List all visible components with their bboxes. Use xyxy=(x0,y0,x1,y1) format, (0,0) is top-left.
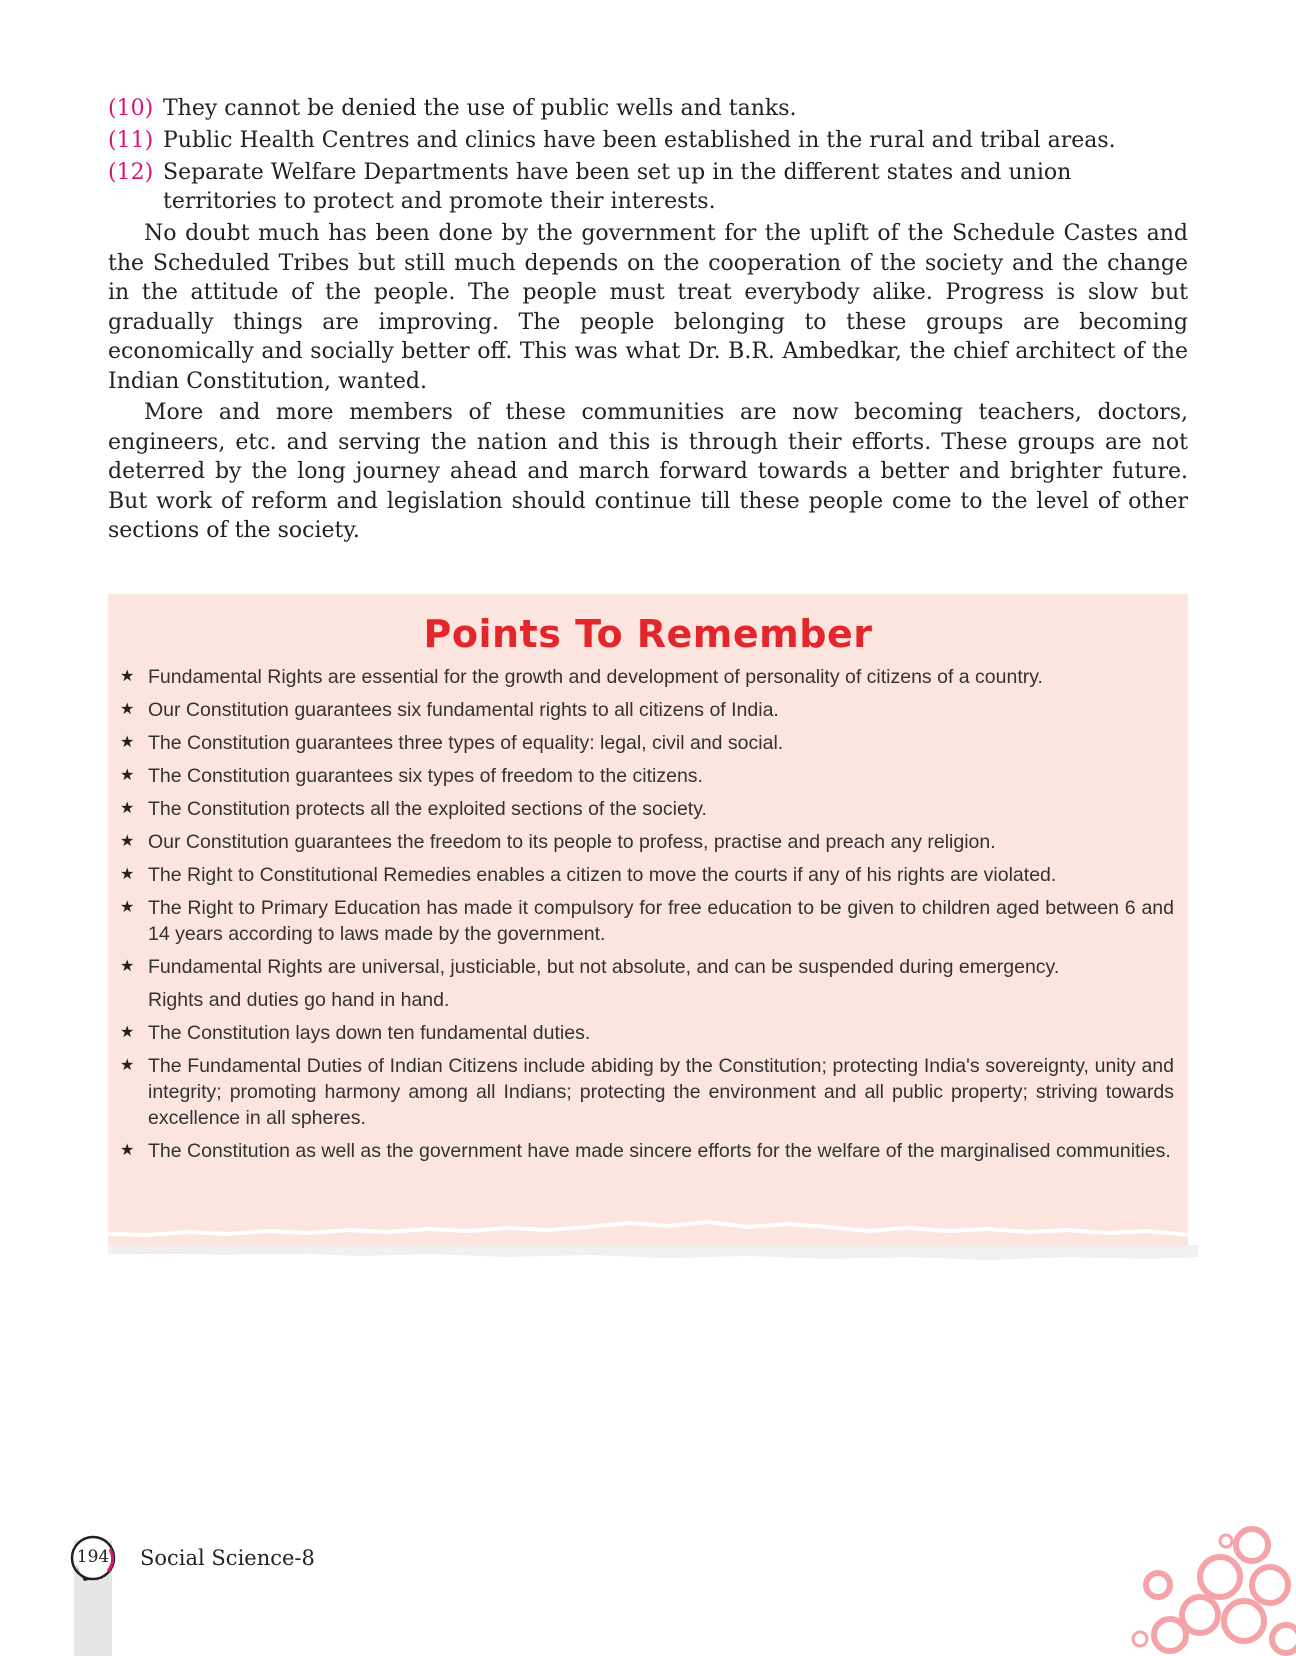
point-text: Fundamental Rights are essential for the growth and development of personality of citizens of a country. xyxy=(148,666,1043,688)
point-item xyxy=(120,763,1174,789)
body-paragraph: More and more members of these communities are now becoming teachers, doctors, engineers, etc. and serving the nation and this is through their efforts. These groups are not deterred by the long journey ahead and march forward towards a better and brighter future. But work of reform and legislation should continue till these people come to the level of other sections of the society. xyxy=(108,400,1188,543)
star-icon: ★ xyxy=(120,800,135,817)
point-item xyxy=(120,1053,1174,1131)
star-icon: ★ xyxy=(120,866,135,883)
item-number: (11) xyxy=(108,128,154,153)
points-to-remember-box xyxy=(108,594,1188,1254)
point-item xyxy=(120,730,1174,756)
star-icon: ★ xyxy=(120,1024,135,1041)
point-text: The Constitution as well as the government have made sincere efforts for the welfare of the marginalised communities. xyxy=(148,1140,1171,1162)
star-icon: ★ xyxy=(120,899,135,916)
list-item xyxy=(108,126,1188,155)
point-item xyxy=(120,796,1174,822)
book-title: Social Science-8 xyxy=(140,1546,315,1570)
page-number: 194 xyxy=(76,1547,110,1567)
point-item xyxy=(120,954,1174,980)
point-text: Fundamental Rights are universal, justiciable, but not absolute, and can be suspended during emergency. xyxy=(148,956,1060,978)
point-item xyxy=(120,862,1174,888)
torn-paper-edge xyxy=(108,1185,1198,1275)
star-icon: ★ xyxy=(120,833,135,850)
point-text: Our Constitution guarantees the freedom to its people to profess, practise and preach any religion. xyxy=(148,831,996,853)
item-text: Separate Welfare Departments have been set up in the different states and union territories to protect and promote their interests. xyxy=(163,160,1072,214)
star-icon: ★ xyxy=(120,958,135,975)
point-text: The Right to Constitutional Remedies enables a citizen to move the courts if any of his rights are violated. xyxy=(148,864,1057,886)
item-number: (10) xyxy=(108,96,154,121)
numbered-list xyxy=(108,94,1188,219)
list-item xyxy=(108,158,1188,216)
point-item xyxy=(120,1020,1174,1046)
point-item xyxy=(120,895,1174,947)
body-paragraph: No doubt much has been done by the government for the uplift of the Schedule Castes and the Scheduled Tribes but still much depends on the cooperation of the society and the change in the attitude of the people. The people must treat everybody alike. Progress is slow but gradually things are improving. The people belonging to these groups are becoming economically and socially better off. This was what Dr. B.R. Ambedkar, the chief architect of the Indian Constitution, wanted. xyxy=(108,221,1188,394)
point-text: The Fundamental Duties of Indian Citizens include abiding by the Constitution; protecting India's sovereignty, unity and integrity; promoting harmony among all Indians; protecting the environment and all public property; striving towards excellence in all spheres. xyxy=(148,1055,1174,1129)
point-text: Rights and duties go hand in hand. xyxy=(148,989,450,1011)
item-text: They cannot be denied the use of public wells and tanks. xyxy=(163,96,797,121)
star-icon: ★ xyxy=(120,734,135,751)
decorative-circles xyxy=(1120,1515,1296,1656)
point-text: The Constitution guarantees three types of equality: legal, civil and social. xyxy=(148,732,784,754)
point-item xyxy=(120,697,1174,723)
star-icon: ★ xyxy=(120,1057,135,1074)
point-item xyxy=(120,664,1174,690)
point-item-unbulleted xyxy=(120,987,1174,1013)
point-item xyxy=(120,1138,1174,1164)
star-icon: ★ xyxy=(120,668,135,685)
list-item xyxy=(108,94,1188,123)
box-title: Points To Remember xyxy=(423,612,873,656)
points-list xyxy=(120,664,1174,1171)
point-text: The Constitution protects all the exploited sections of the society. xyxy=(148,798,707,820)
star-icon: ★ xyxy=(120,1142,135,1159)
item-text: Public Health Centres and clinics have been established in the rural and tribal areas. xyxy=(163,128,1116,153)
point-item xyxy=(120,829,1174,855)
point-text: The Right to Primary Education has made it compulsory for free education to be given to children aged between 6 and 14 years according to laws made by the government. xyxy=(148,897,1174,945)
star-icon: ★ xyxy=(120,701,135,718)
star-icon: ★ xyxy=(120,767,135,784)
point-text: The Constitution guarantees six types of freedom to the citizens. xyxy=(148,765,703,787)
point-text: The Constitution lays down ten fundamental duties. xyxy=(148,1022,591,1044)
item-number: (12) xyxy=(108,160,154,185)
point-text: Our Constitution guarantees six fundamental rights to all citizens of India. xyxy=(148,699,779,721)
